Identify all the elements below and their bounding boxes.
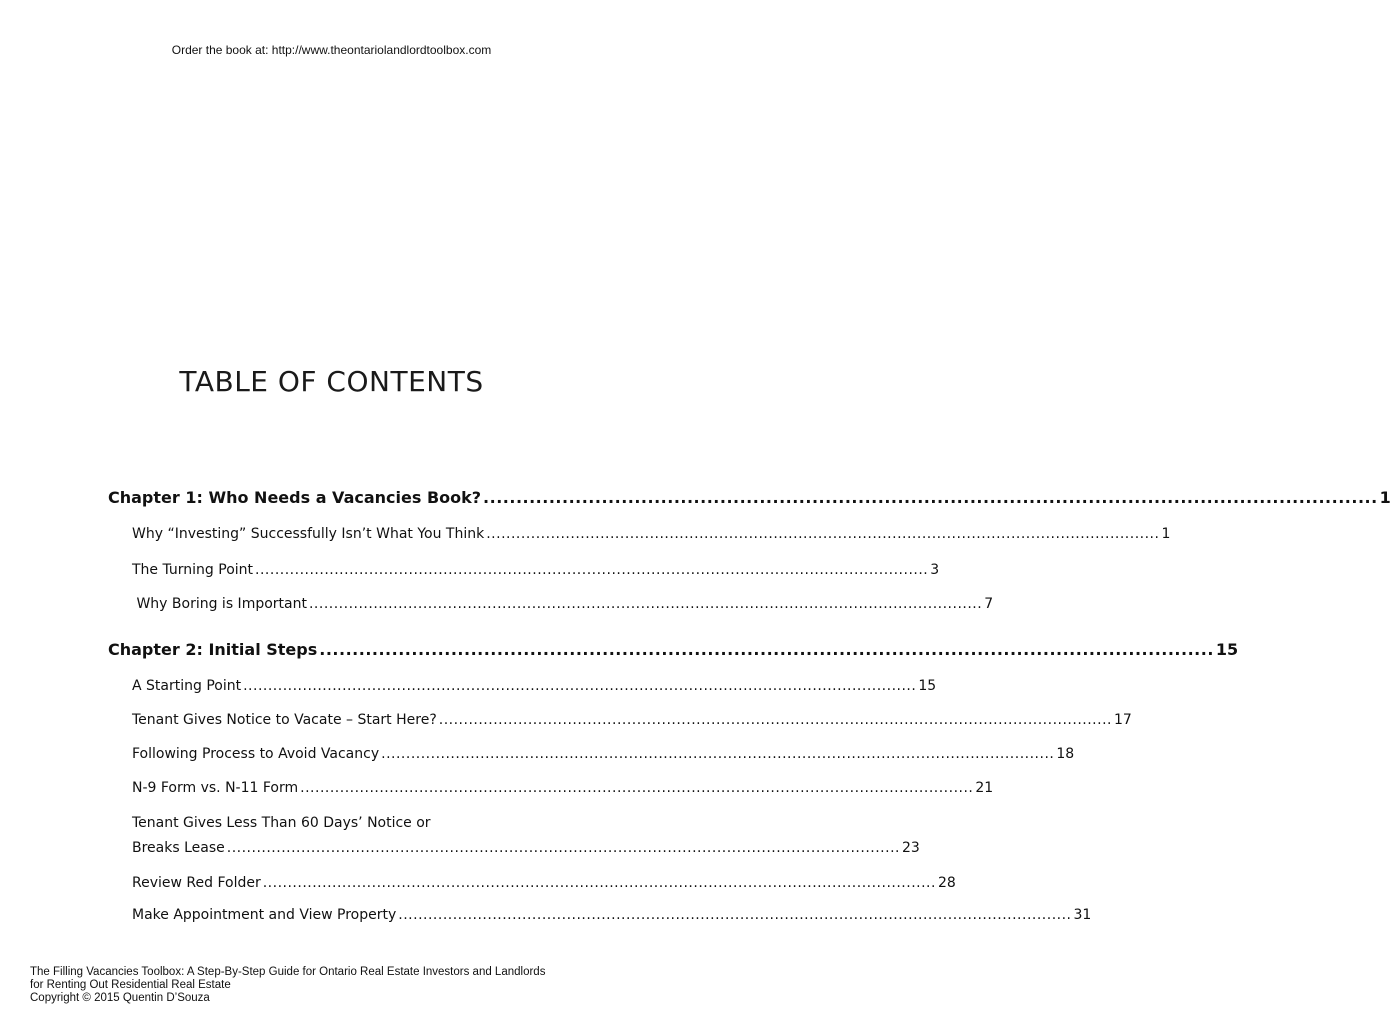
section-title: Make Appointment and View Property: [132, 907, 397, 923]
section-title: Tenant Gives Notice to Vacate – Start Here?: [132, 712, 437, 728]
page-number: 31: [1073, 907, 1092, 923]
footer-book-title-line2: for Renting Out Residential Real Estate: [30, 979, 231, 991]
chapter-title: Chapter 1: Who Needs a Vacancies Book?: [108, 488, 482, 507]
section-title: Breaks Lease: [132, 840, 225, 856]
toc-section[interactable]: [132, 596, 994, 612]
toc-section[interactable]: [132, 780, 994, 796]
page-number: 17: [1113, 712, 1132, 728]
page-number: 1: [1379, 488, 1391, 507]
page-number: 21: [975, 780, 994, 796]
dot-leader: ........................................................................................................................................: [300, 780, 974, 796]
section-title-line1[interactable]: Tenant Gives Less Than 60 Days’ Notice or: [132, 815, 431, 831]
page-number: 1: [1161, 526, 1171, 542]
footer-copyright: Copyright © 2015 Quentin D’Souza: [30, 992, 210, 1004]
dot-leader: ........................................................................................................................................: [398, 907, 1072, 923]
section-title: Why “Investing” Successfully Isn’t What You Think: [132, 526, 485, 542]
section-title: The Turning Point: [132, 562, 254, 578]
toc-section[interactable]: [132, 907, 1092, 923]
page-number: 15: [1215, 640, 1239, 659]
page-number: 3: [930, 562, 940, 578]
dot-leader: ........................................................................................................................................: [438, 712, 1112, 728]
dot-leader: ........................................................................................................................................: [381, 746, 1055, 762]
toc-section[interactable]: [132, 526, 1171, 542]
page-footer: [30, 966, 545, 1005]
section-title: Following Process to Avoid Vacancy: [132, 746, 380, 762]
toc-section[interactable]: [132, 712, 1132, 728]
section-title: Review Red Folder: [132, 875, 261, 891]
page-number: 18: [1056, 746, 1075, 762]
footer-book-title-line1: The Filling Vacancies Toolbox: A Step-By-Step Guide for Ontario Real Estate Investors and Landlords: [30, 966, 546, 978]
toc-chapter-1[interactable]: [108, 488, 1391, 507]
page-number: 28: [937, 875, 956, 891]
page-number: 7: [984, 596, 994, 612]
dot-leader: ........................................................................................................................................: [486, 526, 1160, 542]
toc-section[interactable]: [132, 875, 956, 891]
page-number: 23: [901, 840, 920, 856]
dot-leader: ........................................................................................................................................: [262, 875, 936, 891]
toc-chapter-2[interactable]: [108, 640, 1239, 659]
dot-leader: ........................................................................................................................................: [319, 640, 1214, 659]
section-title: N-9 Form vs. N-11 Form: [132, 780, 299, 796]
toc-section[interactable]: [132, 840, 920, 856]
dot-leader: ........................................................................................................................................: [226, 840, 900, 856]
order-book-url[interactable]: Order the book at: http://www.theontariolandlordtoolbox.com: [171, 43, 492, 57]
dot-leader: ........................................................................................................................................: [243, 678, 917, 694]
dot-leader: ........................................................................................................................................: [483, 488, 1378, 507]
toc-section[interactable]: [132, 562, 940, 578]
chapter-title: Chapter 2: Initial Steps: [108, 640, 318, 659]
dot-leader: ........................................................................................................................................: [255, 562, 929, 578]
section-title: A Starting Point: [132, 678, 242, 694]
dot-leader: ........................................................................................................................................: [308, 596, 983, 612]
page-title: TABLE OF CONTENTS: [179, 365, 484, 398]
toc-section[interactable]: [132, 678, 937, 694]
page-number: 15: [918, 678, 937, 694]
section-title: Why Boring is Important: [132, 596, 307, 612]
toc-section[interactable]: [132, 746, 1075, 762]
